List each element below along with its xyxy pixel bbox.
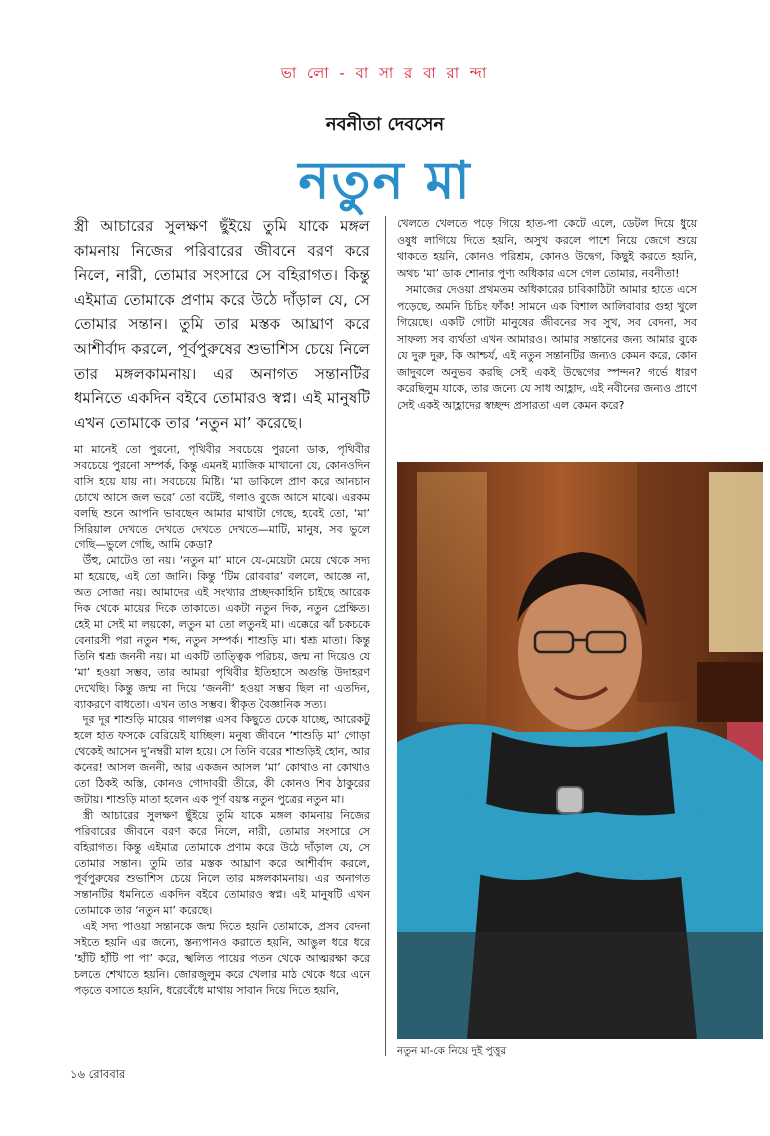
paragraph: এই সদ্য পাওয়া সন্তানকে জন্ম দিতে হয়নি তোমাকে, প্রসব বেদনা সইতে হয়নি এর জন্যে, স্তন্যপানও করাতে হয়নি, আঙুল ধরে ধরে ‘হাঁটি হাঁটি পা পা’ করে, স্খলিত পায়ের পতন থেকে আত্মরক্ষা করে চলতে শেখাতে হয়নি। জোরজুলুম করে খেলার মাঠ থেকে ধরে এনে পড়তে বসাতে হয়নি, ধরেবেঁধে মাথায় সাবান দিয়ে দিতে হয়নি, [74, 920, 370, 997]
column-divider [385, 216, 386, 1056]
section-kicker: ভা লো - বা সা র বা রা ন্দা [280, 64, 490, 82]
page-folio: ১৬ রোববার [70, 1067, 126, 1081]
body-column-left [74, 442, 370, 999]
author-byline: নবনীতা দেবসেন [325, 114, 445, 135]
paragraph: দূর দূর শাশুড়ি মায়ের গালগল্প এসব কিছুতে ঢেকে যাচ্ছে, আরেকটু হলে হাত ফসকে বেরিয়েই যাচ্ছিল। মনুষ্য জীবনে ‘শাশুড়ি মা’ গোড়া থেকেই আসেন দু’নম্বরী মাল হয়ে। সে তিনি বরের শাশুড়িই হোন, আর কনের! আসল জননী, আর একজন আসল ‘মা’ কোথাও না কোথাও তো ঠিকই অস্তি, কোনও গোদাবরী তীরে, কী কোনও শিব ঠাকুরের জটায়। শাশুড়ি মাতা হলেন এক পূর্ণ বয়স্ক নতুন পুত্রের নতুন মা। [74, 713, 370, 806]
body-column-right [397, 216, 697, 414]
article-title: নতুন মা [298, 151, 472, 211]
intro-pullout [74, 214, 370, 435]
paragraph: সমাজের দেওয়া প্রথমতম অধিকারের চাবিকাঠিটা আমার হাতে এসে পড়েছে, অমনি চিচিং ফাঁক! সামনে এক বিশাল আলিবাবার গুহা খুলে গিয়েছে। একটি গোটা মানুষের জীবনের সব সুখ, সব বেদনা, সব সাফল্য সব ব্যর্থতা এখন আমারও। আমার সন্তানের জন্য আমার বুকে যে দুরু দুরু, কি আশ্চর্য, এই নতুন সন্তানটির জন্যও কেমন করে, কোন জাদুবলে অনুভব করছি সেই একই উদ্বেগের স্পন্দন? গর্ভে ধারণ করেছিলুম যাকে, তার জন্যে যে সাধ আহ্লাদ, এই নবীনের জন্যও প্রাণে সেই একই আহ্লাদের স্বচ্ছন্দ প্রসারতা এল কেমন করে? [397, 283, 697, 412]
intro-text: স্ত্রী আচারের সুলক্ষণ ছুঁইয়ে তুমি যাকে মঙ্গল কামনায় নিজের পরিবারের জীবনে বরণ করে নিলে, নারী, তোমার সংসারে সে বহিরাগত। কিন্তু এইমাত্র তোমাকে প্রণাম করে উঠে দাঁড়াল যে, সে তোমার সন্তান। তুমি তার মস্তক আঘ্রাণ করে আশীর্বাদ করলে, পূর্বপুরুষের শুভাশিস চেয়ে নিলে তার মঙ্গলকামনায়। এর অনাগত সন্তানটির ধমনিতে একদিন বইবে তোমারও স্বপ্ন। এই মানুষটি এখন তোমাকে তার ‘নতুন মা’ করেছে। [74, 217, 370, 432]
author-photo [397, 462, 763, 1039]
photo-caption: নতুন মা-কে নিয়ে দুই পুত্তুর [397, 1045, 507, 1057]
paragraph: খেলতে খেলতে পড়ে গিয়ে হাত-পা কেটে এলে, ডেটল দিয়ে ধুয়ে ওষুধ লাগিয়ে দিতে হয়নি, অসুখ করলে পাশে নিয়ে জেগে শুয়ে থাকতে হয়নি, কোনও পরিশ্রম, কোনও উদ্বেগ, কিছুই করতে হয়নি, অথচ ‘মা’ ডাক শোনার পুণ্য অধিকার এসে গেল তোমার, নবনীতা! [397, 217, 697, 280]
paragraph: মা মানেই তো পুরনো, পৃথিবীর সবচেয়ে পুরনো ডাক, পৃথিবীর সবচেয়ে পুরনো সম্পর্ক, কিন্তু এমনই ম্যাজিক মাখানো যে, কোনওদিন বাসি হয়ে যায় না। সবচেয়ে মিষ্টি। ‘মা ডাকিলে প্রাণ করে আনচান চোখে আসে জল ভরে’ তো বটেই, গলাও বুজে আসে মাঝে। এরকম বলছি শুনে আপনি ভাবছেন আমার মাথাটা গেছে, হবেই তো, ‘মা’ সিরিয়াল দেখতে দেখতে দেখতে দেখতে—মাটি, মানুষ, সব ভুলে গেছি—ভুলে গেছি, আমি কেডা? [74, 443, 370, 552]
photo-illustration [397, 462, 763, 1039]
paragraph: উঁহু, মোটেও তা নয়। ‘নতুন মা’ মানে যে-মেয়েটা মেয়ে থেকে সদ্য মা হয়েছে, এই তো জানি। কিন্তু ‘টিম রোববার’ বললে, আজ্ঞে না, অত সোজা নয়। আমাদের এই সংখ্যার প্রচ্ছদকাহিনি চাইছে আরেক দিক থেকে মায়ের দিকে তাকাতে। একটা নতুন দিক, নতুন প্রেক্ষিত। হেই মা সেই মা লয়কো, লতুন মা তো লতুনই মা। এক্কেরে ঝাঁ চকচকে বেনারসী পরা নতুন শব্দ, নতুন সম্পর্ক। শাশুড়ি মা। শ্বশ্রূ মাতা। কিন্তু তিনি শ্বশ্রূ জননী নয়। মা একটি তাত্ত্বিক পরিচয়, জন্ম না দিয়েও যে ‘মা’ হওয়া সম্ভব, তার আমরা পৃথিবীর ইতিহাসে অগুন্তি উদাহরণ দেখেছি। কিন্তু জন্ম না দিয়ে ‘জননী’ হওয়া সম্ভব ছিল না এতদিন, ব্যাকরণে বাধতো। এখন তাও সম্ভব। স্বীকৃত বৈজ্ঞানিক সত্য। [74, 554, 370, 711]
paragraph: স্ত্রী আচারের সুলক্ষণ ছুঁইয়ে তুমি যাকে মঙ্গল কামনায় নিজের পরিবারের জীবনে বরণ করে নিলে, নারী, তোমার সংসারে সে বহিরাগত। কিন্তু এইমাত্র তোমাকে প্রণাম করে উঠে দাঁড়াল যে, সে তোমার সন্তান। তুমি তার মস্তক আঘ্রাণ করে আশীর্বাদ করলে, পূর্বপুরুষের শুভাশিস চেয়ে নিলে তার মঙ্গলকামনায়। এর অনাগত সন্তানটির ধমনিতে একদিন বইবে তোমারও স্বপ্ন। এই মানুষটি এখন তোমাকে তার ‘নতুন মা’ করেছে। [74, 808, 370, 918]
